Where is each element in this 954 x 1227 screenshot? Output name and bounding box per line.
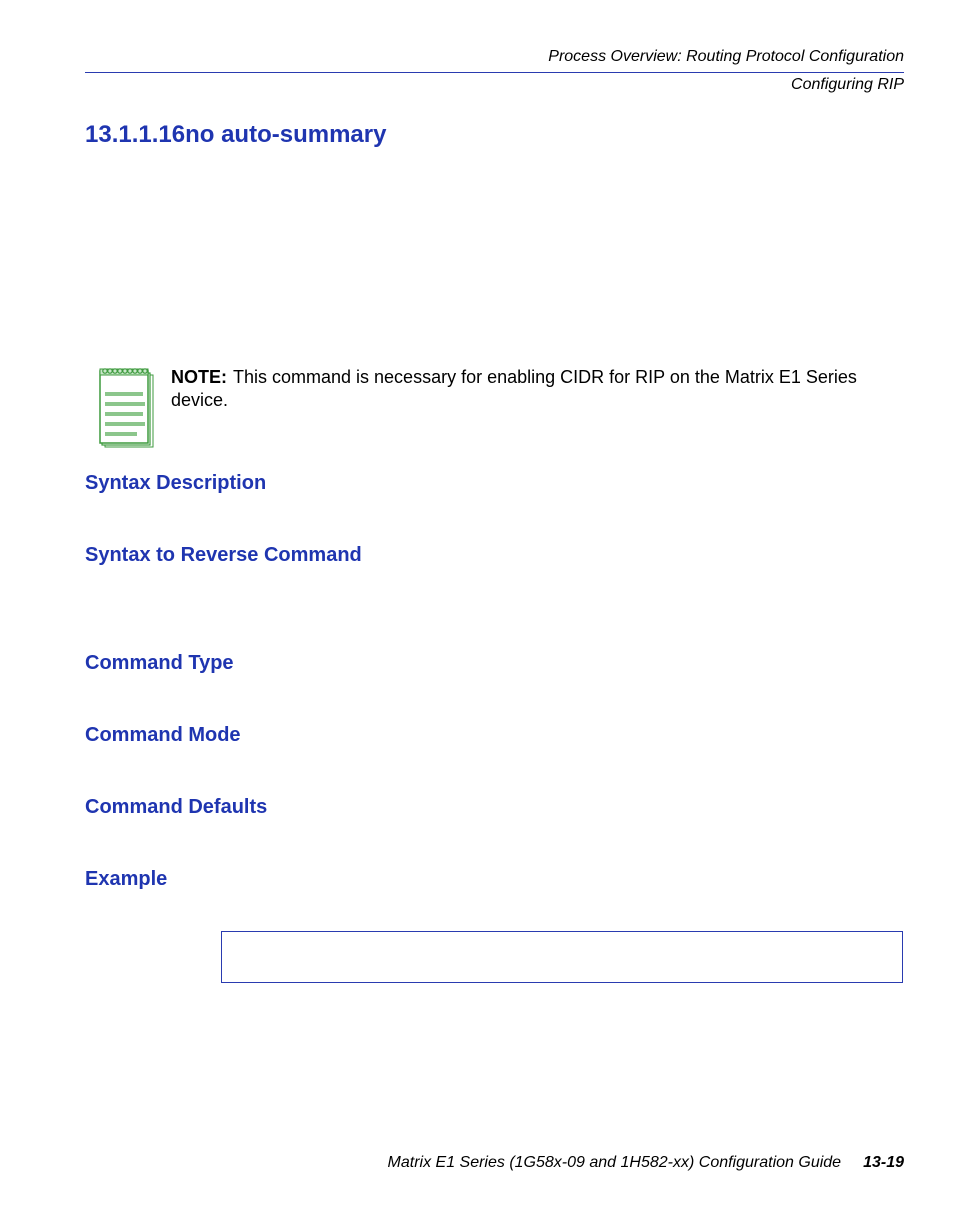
syntax-reverse-heading: Syntax to Reverse Command xyxy=(85,544,362,566)
note-body: This command is necessary for enabling CIDR for RIP on the Matrix E1 Series device. xyxy=(171,367,857,410)
note-label: NOTE: xyxy=(171,367,227,387)
example-heading: Example xyxy=(85,868,168,890)
syntax-description-heading: Syntax Description xyxy=(85,472,267,494)
example-code-box xyxy=(221,931,903,983)
running-header-chapter: Process Overview: Routing Protocol Configuration xyxy=(548,48,904,65)
command-mode-heading: Command Mode xyxy=(85,724,241,746)
running-header-section: Configuring RIP xyxy=(791,76,904,93)
page-number: 13-19 xyxy=(863,1154,904,1171)
note-paragraph xyxy=(171,366,906,412)
command-type-heading: Command Type xyxy=(85,652,234,674)
section-title: 13.1.1.16no auto-summary xyxy=(85,121,387,148)
command-defaults-heading: Command Defaults xyxy=(85,796,268,818)
running-footer xyxy=(388,1154,904,1172)
footer-guide-title: Matrix E1 Series (1G58x-09 and 1H582-xx) Configuration Guide xyxy=(387,1154,842,1171)
header-rule xyxy=(85,72,904,73)
notepad-icon xyxy=(99,367,157,449)
